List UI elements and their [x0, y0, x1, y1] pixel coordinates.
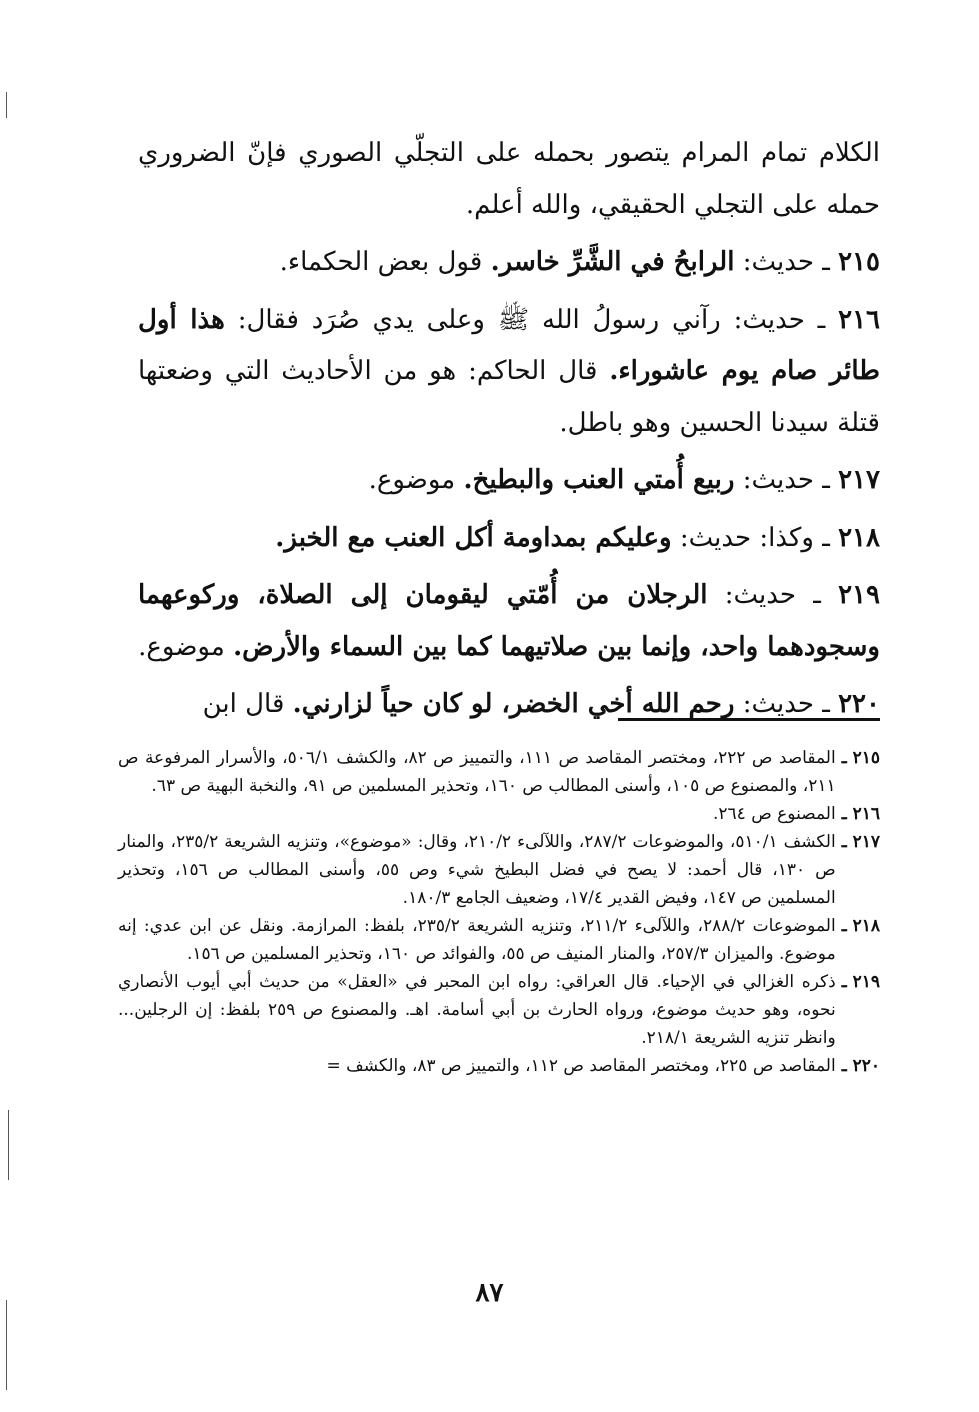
entry-218 [138, 513, 880, 565]
entry-number: ٢١٦ [838, 304, 881, 335]
footnote-number: ٢٢٠ ـ [841, 1056, 880, 1076]
page-number: ٨٧ [475, 1278, 504, 1308]
entry-217 [138, 455, 880, 507]
footnote-number: ٢١٨ ـ [841, 916, 880, 936]
entry-label: ـ حديث: [742, 689, 830, 719]
entry-number: ٢١٥ [838, 247, 880, 277]
entry-219 [138, 570, 880, 673]
footnote-number: ٢١٧ ـ [841, 832, 880, 852]
entry-comment: قال ابن [202, 689, 285, 719]
entry-220 [138, 679, 880, 731]
footnote-215 [118, 744, 880, 800]
hadith-text: الرابحُ في الشَّرِّ خاسر. [490, 247, 735, 277]
hadith-text: رحم الله أخي الخضر، لو كان حياً لزارني. [292, 689, 735, 719]
entry-216 [138, 295, 880, 450]
hadith-text: ربيع أُمتي العنب والبطيخ. [463, 465, 735, 495]
footnote-218 [118, 912, 880, 968]
main-text [138, 128, 880, 737]
footnote-number: ٢١٥ ـ [841, 748, 880, 768]
intro-paragraph: الكلام تمام المرام يتصور بحمله على التجلّي الصوري فإنّ الضروري حمله على التجلي الحقيقي، والله أعلم. [138, 138, 880, 220]
entry-label: ـ حديث: رآني رسولُ الله ﷺ وعلى يدي صُرَد فقال: [237, 304, 826, 335]
scan-edge-mark [8, 1110, 9, 1180]
footnote-217 [118, 828, 880, 912]
footnote-text: المقاصد ص ٢٢٢، ومختصر المقاصد ص ١١١، والتمييز ص ٨٢، والكشف ٥٠٦/١، والأسرار المرفوعة ص ٢١١، والمصنوع ص ١٠٥، وأسنى المطالب ص ١٦٠، وتحذير المسلمين ص ٩١، والنخبة البهية ص ٦٣. [118, 748, 836, 796]
footnote-text: المقاصد ص ٢٢٥، ومختصر المقاصد ص ١١٢، والتمييز ص ٨٣، والكشف = [326, 1056, 836, 1076]
entry-comment: قول بعض الحكماء. [279, 247, 483, 277]
entry-number: ٢١٧ [838, 465, 880, 495]
footnote-216 [118, 800, 880, 828]
entry-label: ـ وكذا: حديث: [679, 522, 830, 553]
hadith-text: الرجلان من أُمّتي ليقومان إلى الصلاة، وركوعهما وسجودهما واحد، وإنما بين صلاتيهما كما بين السماء والأرض. [138, 580, 880, 662]
entry-label: ـ حديث: [742, 465, 830, 495]
footnote-219 [118, 968, 880, 1052]
footnotes [118, 744, 880, 1080]
entry-label: ـ حديث: [742, 247, 830, 277]
footnote-220 [118, 1052, 880, 1080]
footnote-text: الموضوعات ٢٨٨/٢، واللآلىء ٢١١/٢، وتنزيه الشريعة ٢٣٥/٢، بلفظ: المرازمة. ونقل عن ابن عدي: إنه موضوع. والميزان ٢٥٧/٣، والمنار المنيف ص ٥٥، والفوائد ص ١٦٠، وتحذير المسلمين ص ١٥٦. [118, 916, 836, 964]
entry-number: ٢١٨ [838, 522, 880, 553]
entry-comment: قال الحاكم: هو من الأحاديث التي وضعتها قتلة سيدنا الحسين وهو باطل. [138, 356, 880, 438]
entry-number: ٢١٩ [838, 580, 880, 610]
footnote-text: الكشف ٥١٠/١، والموضوعات ٢٨٧/٢، واللآلىء ٢١٠/٢، وقال: «موضوع»، وتنزيه الشريعة ٢٣٥/٢، والمنار ص ١٣٠، قال أحمد: لا يصح في فضل البطيخ شيء وص ٥٥، وأسنى المطالب ص ١٥٦، وتحذير المسلمين ص ١٤٧، وفيض القدير ١٧/٤، وضعيف الجامع ١٨٠/٣. [118, 832, 836, 908]
scan-edge-mark [6, 92, 7, 118]
hadith-text: وعليكم بمداومة أكل العنب مع الخبز. [275, 522, 672, 553]
footnote-number: ٢١٦ ـ [841, 804, 880, 824]
footnote-text: المصنوع ص ٢٦٤. [712, 804, 836, 824]
footnote-separator [618, 718, 880, 721]
entry-comment: موضوع. [368, 465, 456, 495]
entry-number: ٢٢٠ [838, 689, 880, 719]
entry-comment: موضوع. [138, 631, 225, 662]
scan-edge-mark [6, 1300, 7, 1390]
entry-215 [138, 237, 880, 289]
footnote-number: ٢١٩ ـ [841, 972, 880, 992]
hadith-text: هذا أول طائر صام يوم عاشوراء. [138, 304, 881, 386]
footnote-text: ذكره الغزالي في الإحياء. قال العراقي: رواه ابن المحبر في «العقل» من حديث أبي أيوب الأنصاري نحوه، وهو حديث موضوع، ورواه الحارث بن أبي أسامة. اهـ. والمصنوع ص ٢٥٩ بلفظ: إن الرجلين... وانظر تنزيه الشريعة ٢١٨/١. [118, 972, 836, 1048]
entry-label: ـ حديث: [724, 580, 821, 610]
